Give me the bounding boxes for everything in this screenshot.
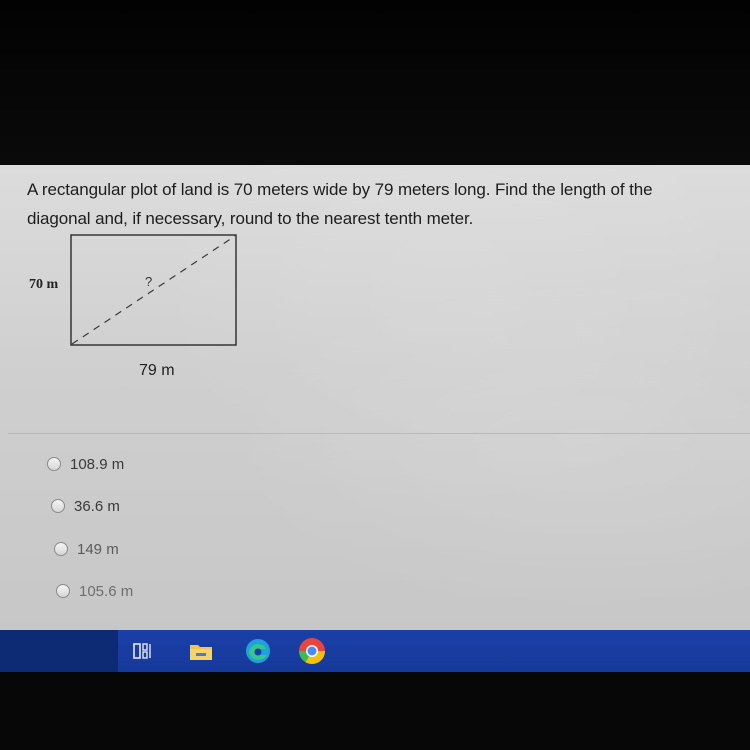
answer-option-4[interactable] (56, 580, 133, 602)
file-explorer-icon[interactable] (186, 636, 216, 666)
width-label: 70 m (29, 277, 59, 292)
radio-button-icon[interactable] (56, 584, 70, 598)
monitor-bezel-bottom (0, 672, 750, 750)
chrome-browser-icon[interactable] (297, 636, 327, 666)
question-line-2: diagonal and, if necessary, round to the nearest tenth meter. (27, 209, 474, 228)
radio-button-icon[interactable] (54, 542, 68, 556)
task-view-icon[interactable] (128, 636, 158, 666)
taskbar (0, 630, 750, 672)
answer-option-1[interactable] (47, 453, 124, 475)
question-panel (0, 165, 750, 435)
answer-option-label: 108.9 m (70, 455, 125, 473)
radio-button-icon[interactable] (51, 499, 65, 513)
monitor-bezel-top (0, 0, 750, 165)
unknown-diagonal-label: ? (145, 274, 153, 289)
answer-option-label: 36.6 m (74, 497, 120, 515)
length-label: 79 m (139, 362, 175, 379)
section-divider (8, 433, 750, 434)
radio-button-icon[interactable] (47, 457, 61, 471)
answer-option-3[interactable] (54, 538, 119, 560)
screen (0, 165, 750, 630)
rectangle-figure (0, 165, 750, 425)
taskbar-search-area[interactable] (0, 630, 118, 672)
answer-option-2[interactable] (51, 495, 120, 517)
diagonal-dashed-line (72, 236, 235, 344)
question-line-1: A rectangular plot of land is 70 meters wide by 79 meters long. Find the length of the (27, 180, 653, 199)
answer-option-label: 105.6 m (79, 582, 134, 600)
edge-browser-icon[interactable] (243, 636, 273, 666)
answer-option-label: 149 m (77, 540, 119, 558)
rectangle-diagram (0, 165, 750, 425)
